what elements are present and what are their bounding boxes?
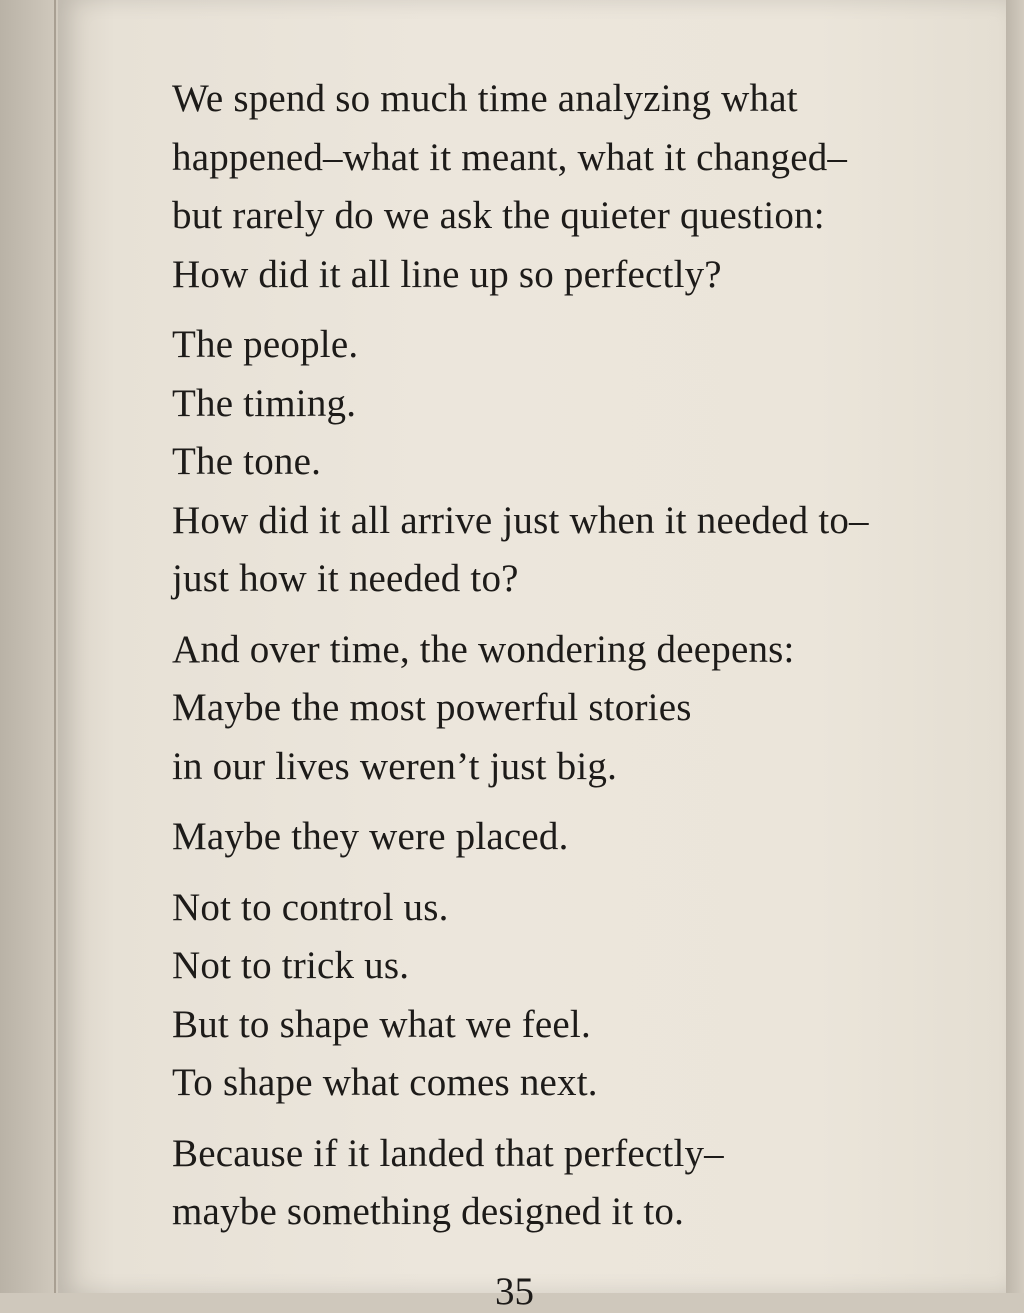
page-number: 35 (495, 1270, 534, 1313)
page-gutter (54, 0, 56, 1293)
poem-line: Not to control us. (172, 885, 449, 929)
stanza-1 (172, 70, 972, 304)
stanza-5 (172, 879, 972, 1113)
poem-line: in our lives weren’t just big. (172, 744, 618, 788)
poem-line: happened–what it meant, what it changed– (172, 135, 848, 179)
poem-line: just how it needed to? (172, 557, 519, 600)
poem-line: How did it all arrive just when it needed to– (172, 498, 869, 542)
poem-line: Maybe the most powerful stories (172, 686, 692, 729)
poem-line: maybe something designed it to. (172, 1190, 685, 1233)
poem-line: but rarely do we ask the quieter question: (172, 194, 825, 237)
poem-line: Not to trick us. (172, 944, 410, 987)
stanza-2 (172, 316, 972, 609)
poem-line: We spend so much time analyzing what (172, 77, 798, 120)
poem-line: The timing. (172, 381, 357, 425)
book-right-edge (1006, 0, 1024, 1293)
poem-line: And over time, the wondering deepens: (172, 627, 795, 671)
poem-line: But to shape what we feel. (172, 1002, 591, 1046)
poem-line: Because if it landed that perfectly– (172, 1131, 724, 1175)
poem-line: The people. (172, 323, 359, 366)
stanza-6 (172, 1125, 972, 1242)
poem-line: Maybe they were placed. (172, 815, 569, 858)
poem-line: The tone. (172, 440, 322, 483)
poem-line: To shape what comes next. (172, 1061, 598, 1104)
poem-body (172, 70, 972, 1254)
stanza-3 (172, 621, 972, 797)
stanza-4 (172, 808, 972, 867)
poem-line: How did it all line up so perfectly? (172, 252, 722, 296)
